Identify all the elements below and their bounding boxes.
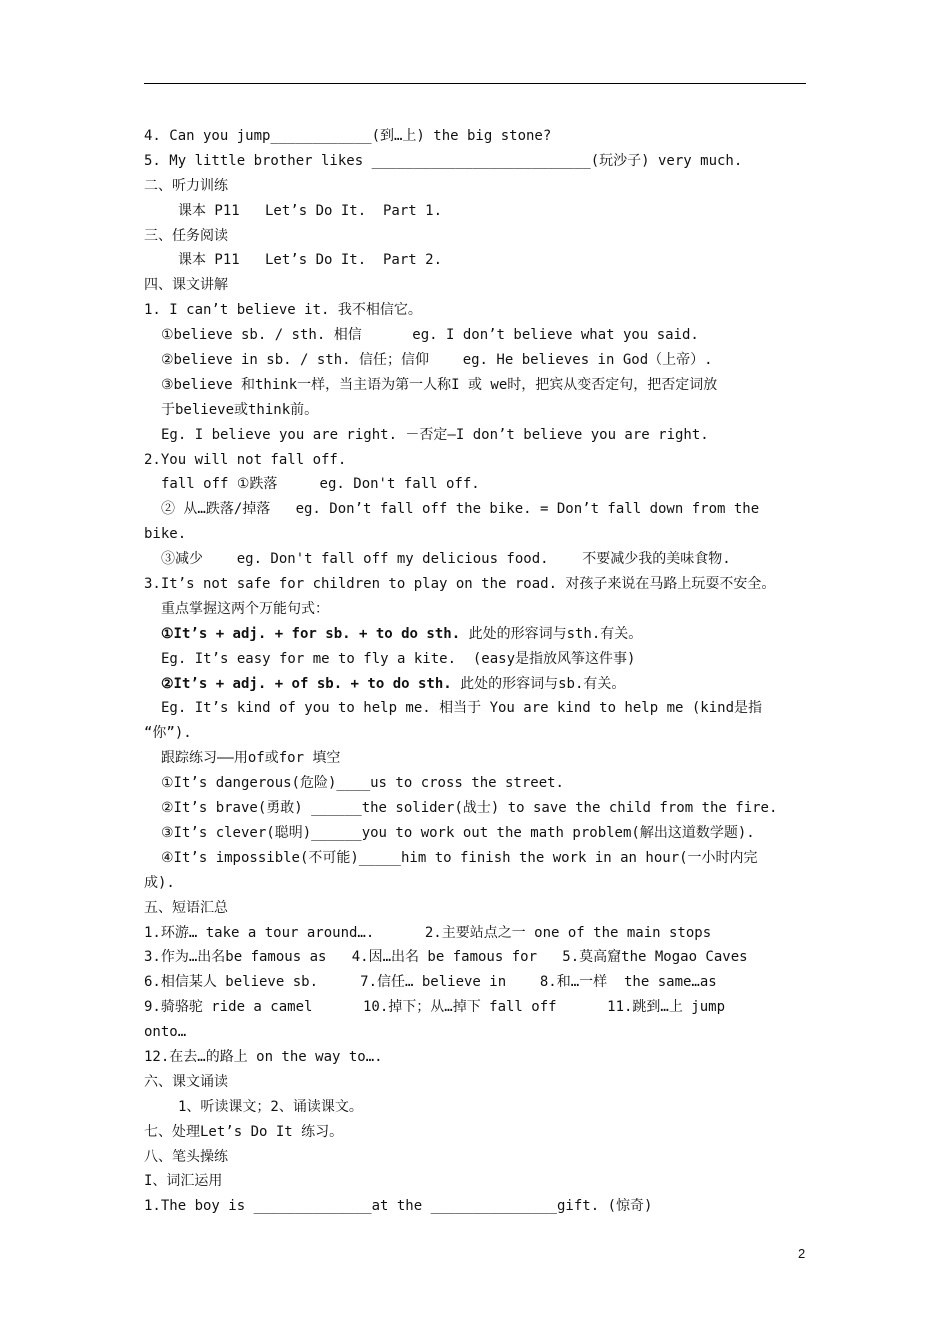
phrase-row-1: 1.环游… take a tour around…. 2.主要站点之一 one of the main stops bbox=[144, 924, 712, 941]
pattern-1: ①It’s + adj. + for sb. + to do sth. bbox=[161, 625, 461, 642]
point-3-subtitle: 重点掌握这两个万能句式： bbox=[161, 600, 329, 617]
header-rule bbox=[144, 83, 806, 84]
point-2-usage-1: fall off ①跌落 eg. Don't fall off. bbox=[161, 476, 480, 493]
point-1-usage-3: ③believe 和think一样，当主语为第一人称I 或 we时，把宾从变否定句，把否定词放 bbox=[161, 376, 718, 393]
point-2-usage-2: ② 从…跌落/掉落 eg. Don’t fall off the bike. = Don’t fall down from the bbox=[161, 501, 760, 518]
section-heading-writing: 八、笔头操练 bbox=[144, 1148, 228, 1165]
section-heading-recitation: 六、课文诵读 bbox=[144, 1073, 228, 1090]
phrase-row-5: 12.在去…的路上 on the way to…. bbox=[144, 1048, 383, 1065]
textbook-ref-part2: 课本 P11 Let’s Do It. Part 2. bbox=[178, 252, 443, 269]
vocab-item-1: 1.The boy is ______________at the _______________gift. (惊奇) bbox=[144, 1198, 653, 1215]
point-1-usage-1: ①believe sb. / sth. 相信 eg. I don’t believe what you said. bbox=[161, 327, 699, 344]
phrase-row-4: 9.骑骆驼 ride a camel 10.掉下；从…掉下 fall off 11.跳到…上 jump bbox=[144, 999, 726, 1016]
pattern-2-example-cont: “你”). bbox=[144, 725, 192, 742]
pattern-2: ②It’s + adj. + of sb. + to do sth. bbox=[161, 675, 452, 692]
pattern-2-example: Eg. It’s kind of you to help me. 相当于 You are kind to help me (kind是指 bbox=[161, 700, 763, 717]
point-1-title: 1. I can’t believe it. 我不相信它。 bbox=[144, 302, 422, 319]
practice-item-3: ③It’s clever(聪明)______you to work out the math problem(解出这道数学题). bbox=[161, 824, 755, 841]
pattern-1-note: 此处的形容词与sth.有关。 bbox=[460, 625, 643, 642]
pattern-2-line bbox=[144, 672, 814, 697]
point-2-title: 2.You will not fall off. bbox=[144, 451, 347, 468]
section-heading-explanation: 四、课文讲解 bbox=[144, 277, 228, 294]
practice-item-2: ②It’s brave(勇敢) ______the solider(战士) to save the child from the fire. bbox=[161, 800, 778, 817]
practice-item-1: ①It’s dangerous(危险)____us to cross the street. bbox=[161, 775, 564, 792]
point-2-usage-3: ③减少 eg. Don't fall off my delicious food. 不要减少我的美味食物. bbox=[161, 551, 731, 568]
exercise-line-4: 4. Can you jump____________(到…上) the big stone? bbox=[144, 128, 552, 144]
pattern-1-example: Eg. It’s easy for me to fly a kite. (easy是指放风筝这件事) bbox=[161, 650, 636, 667]
page-content bbox=[144, 124, 814, 1219]
section-heading-reading: 三、任务阅读 bbox=[144, 227, 228, 244]
phrase-row-4-cont: onto… bbox=[144, 1024, 187, 1041]
recitation-steps: 1、听读课文；2、诵读课文。 bbox=[178, 1098, 363, 1115]
phrase-row-2: 3.作为…出名be famous as 4.因…出名 be famous for 5.莫高窟the Mogao Caves bbox=[144, 949, 748, 966]
page-number: 2 bbox=[798, 1246, 806, 1261]
pattern-2-note: 此处的形容词与sb.有关。 bbox=[451, 675, 626, 692]
practice-item-4: ④It’s impossible(不可能)_____him to finish the work in an hour(一小时内完 bbox=[161, 849, 758, 866]
point-1-example: Eg. I believe you are right. －否定—I don’t believe you are right. bbox=[161, 426, 709, 443]
point-3-title: 3.It’s not safe for children to play on the road. 对孩子来说在马路上玩耍不安全。 bbox=[144, 576, 776, 593]
section-heading-exercise: 七、处理Let’s Do It 练习。 bbox=[144, 1123, 344, 1140]
practice-title: 跟踪练习——用of或for 填空 bbox=[161, 750, 341, 767]
point-1-usage-3-cont: 于believe或think前。 bbox=[161, 401, 319, 418]
section-heading-phrases: 五、短语汇总 bbox=[144, 899, 228, 916]
point-1-usage-2: ②believe in sb. / sth. 信任；信仰 eg. He believes in God（上帝）. bbox=[161, 352, 713, 369]
point-2-usage-2-cont: bike. bbox=[144, 526, 187, 543]
section-heading-listening: 二、听力训练 bbox=[144, 177, 228, 194]
phrase-row-3: 6.相信某人 believe sb. 7.信任… believe in 8.和…一样 the same…as bbox=[144, 974, 717, 991]
vocab-heading: I、词汇运用 bbox=[144, 1173, 223, 1190]
textbook-ref-part1: 课本 P11 Let’s Do It. Part 1. bbox=[178, 202, 443, 219]
pattern-1-line bbox=[144, 622, 814, 647]
exercise-line-5: 5. My little brother likes __________________________(玩沙子) very much. bbox=[144, 152, 743, 169]
practice-item-4-cont: 成). bbox=[144, 874, 175, 891]
